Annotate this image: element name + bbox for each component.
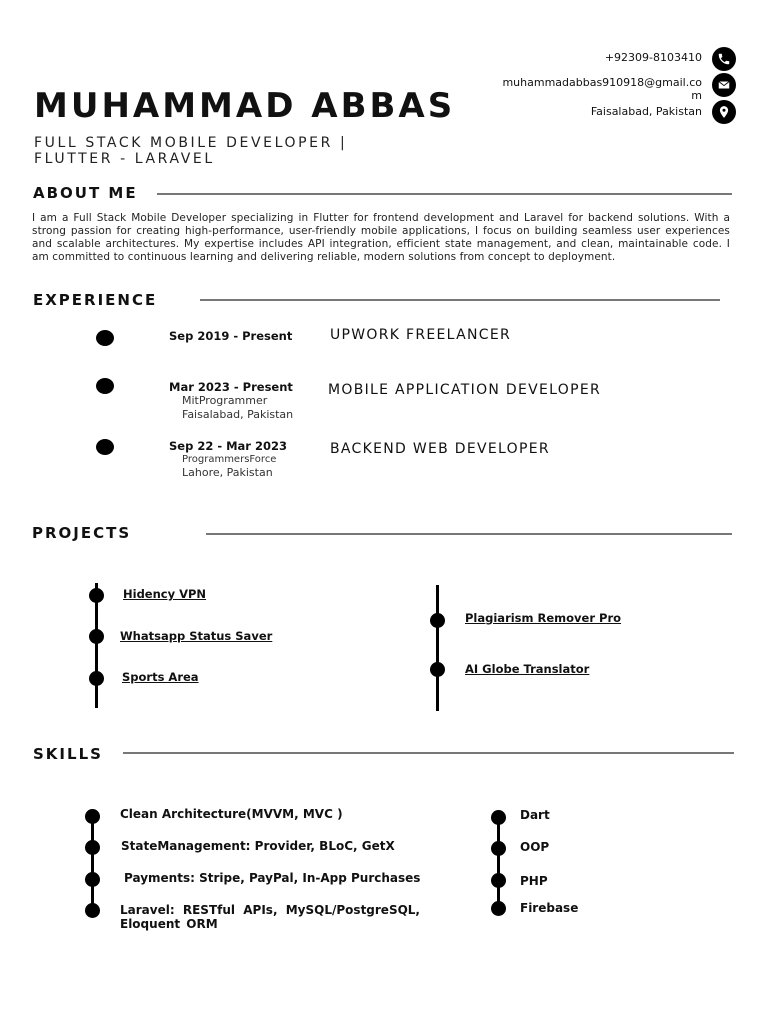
projects-heading: PROJECTS: [32, 524, 132, 542]
experience-location: Lahore, Pakistan: [182, 466, 273, 479]
project-bullet: [89, 629, 104, 644]
experience-company: ProgrammersForce: [182, 454, 277, 465]
experience-role: MOBILE APPLICATION DEVELOPER: [328, 382, 601, 398]
skill-bullet: [85, 903, 100, 918]
job-title: [34, 135, 454, 167]
experience-divider: [200, 299, 720, 301]
skills-divider: [123, 752, 734, 754]
skills-heading: SKILLS: [33, 745, 103, 763]
experience-location: Faisalabad, Pakistan: [182, 408, 294, 421]
about-heading: ABOUT ME: [33, 184, 138, 202]
projects-timeline-right: [436, 585, 439, 711]
skill-item: StateManagement: Provider, BLoC, GetX: [121, 839, 395, 853]
project-link-whatsapp-status-saver[interactable]: Whatsapp Status Saver: [120, 629, 273, 643]
contact-email-line-1: muhammadabbas910918@gmail.co: [502, 76, 702, 89]
experience-role: UPWORK FREELANCER: [330, 327, 512, 343]
project-bullet: [430, 662, 445, 677]
skill-item: Dart: [520, 808, 550, 822]
experience-role: BACKEND WEB DEVELOPER: [330, 441, 550, 457]
envelope-icon: [712, 73, 736, 97]
skill-item: OOP: [520, 840, 550, 854]
experience-heading: EXPERIENCE: [33, 291, 158, 309]
project-link-hidency-vpn[interactable]: Hidency VPN: [123, 587, 207, 601]
skill-item: Payments: Stripe, PayPal, In-App Purchases: [124, 871, 421, 885]
skill-bullet: [85, 809, 100, 824]
skill-bullet: [491, 873, 506, 888]
skill-item: Clean Architecture(MVVM, MVC ): [120, 807, 343, 821]
contact-phone: +92309-8103410: [604, 51, 702, 64]
skill-bullet: [491, 810, 506, 825]
project-link-sports-area[interactable]: Sports Area: [122, 670, 199, 684]
project-bullet: [89, 588, 104, 603]
skill-item: Firebase: [520, 901, 579, 915]
projects-divider: [206, 533, 732, 535]
job-title-line-2: FLUTTER - LARAVEL: [34, 151, 215, 167]
experience-date: Sep 2019 - Present: [169, 329, 293, 343]
experience-bullet: [96, 439, 114, 455]
contact-email: [502, 76, 702, 102]
skill-item: PHP: [520, 874, 548, 888]
experience-date: Mar 2023 - Present: [169, 380, 293, 394]
project-link-plagiarism-remover-pro[interactable]: Plagiarism Remover Pro: [465, 611, 622, 625]
skill-bullet: [85, 872, 100, 887]
skill-item: Laravel: RESTful APIs, MySQL/PostgreSQL, Eloquent ORM: [120, 903, 420, 931]
experience-bullet: [96, 330, 114, 346]
experience-company: MitProgrammer: [182, 394, 268, 407]
experience-bullet: [96, 378, 114, 394]
project-bullet: [89, 671, 104, 686]
skills-timeline-right: [497, 815, 500, 909]
candidate-name: MUHAMMAD ABBAS: [34, 86, 456, 126]
skills-timeline-left: [91, 815, 94, 911]
phone-icon: [712, 47, 736, 71]
experience-date: Sep 22 - Mar 2023: [169, 439, 287, 453]
about-text: I am a Full Stack Mobile Developer specializing in Flutter for frontend development and Laravel for backend solutions. With a strong passion for creating high-performance, user-friendly mobile applications, I focus on building seamless user experiences and scalable architectures. My expertise includes API integration, efficient state management, and clean, maintainable code. I am committed to continuous learning and delivering reliable, modern solutions from concept to deployment.: [32, 212, 730, 263]
skill-bullet: [491, 901, 506, 916]
location-pin-icon: [712, 100, 736, 124]
project-link-ai-globe-translator[interactable]: AI Globe Translator: [465, 662, 590, 676]
contact-location: Faisalabad, Pakistan: [590, 105, 702, 118]
about-divider: [157, 193, 732, 195]
project-bullet: [430, 613, 445, 628]
contact-email-line-2: m: [691, 89, 702, 102]
job-title-line-1: FULL STACK MOBILE DEVELOPER |: [34, 135, 348, 151]
skill-bullet: [85, 840, 100, 855]
skill-bullet: [491, 841, 506, 856]
